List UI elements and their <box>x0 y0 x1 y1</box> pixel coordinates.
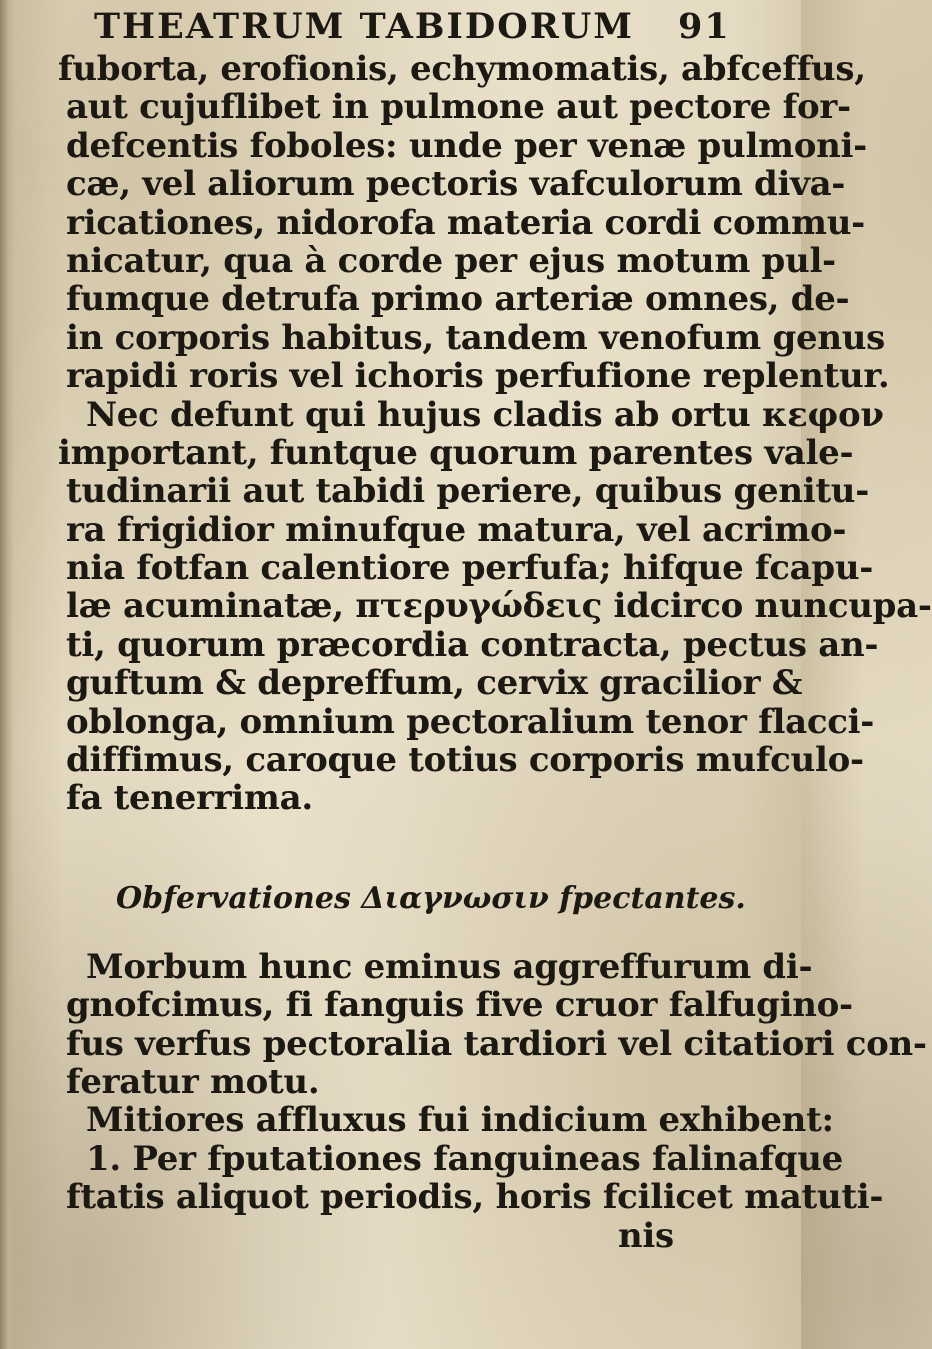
page-number: 91 <box>678 6 731 47</box>
text-line: 1. Per fputationes fanguineas falinafque <box>86 1138 843 1179</box>
section-gap <box>58 818 758 878</box>
text-line: nia fotfan calentiore perfufa; hifque fcapu- <box>66 548 874 589</box>
text-line: Mitiores affluxus fui indicium exhibent: <box>86 1100 834 1141</box>
text-line: in corporis habitus, tandem venofum genus <box>66 317 886 358</box>
text-line: feratur motu. <box>66 1061 320 1102</box>
text-line: Morbum hunc eminus aggreffurum di- <box>86 946 813 987</box>
text-line: fuborta, erofionis, echymomatis, abfceffus, <box>58 49 866 89</box>
text-body <box>58 49 932 1256</box>
text-line: defcentis foboles: unde per venæ pulmoni- <box>66 125 867 166</box>
text-line: Nec defunt qui hujus cladis ab ortu κεφον <box>86 394 884 435</box>
text-line: cæ, vel aliorum pectoris vafculorum diva- <box>66 164 846 205</box>
section-gap <box>58 920 758 948</box>
running-title: THEATRUM TABIDORUM <box>94 6 635 47</box>
text-line: fus verfus pectoralia tardiori vel citatiori con- <box>66 1023 927 1064</box>
text-line: ra frigidior minufque matura, vel acrimo- <box>66 509 847 550</box>
text-line: gnofcimus, fi fanguis five cruor falfugino- <box>66 985 853 1026</box>
text-line: rapidi roris vel ichoris perfufione replentur. <box>66 356 890 397</box>
text-line: aut cujuflibet in pulmone aut pectore for- <box>66 87 851 128</box>
text-line: fumque detrufa primo arteriæ omnes, de- <box>66 279 850 320</box>
text-line: guftum & depreffum, cervix gracilior & <box>66 663 803 704</box>
text-line: læ acuminatæ, πτερυγώδεις idcirco nuncupa- <box>66 586 932 627</box>
text-line: diffimus, caroque totius corporis mufculo- <box>66 740 864 781</box>
text-line: oblonga, omnium pectoralium tenor flacci- <box>66 701 875 742</box>
text-line: tudinarii aut tabidi periere, quibus genitu- <box>66 471 870 512</box>
text-line: nicatur, qua à corde per ejus motum pul- <box>66 240 836 281</box>
text-line: fa tenerrima. <box>66 778 313 819</box>
text-line: ti, quorum præcordia contracta, pectus an- <box>66 624 879 665</box>
section-heading: Obfervationes Διαγνωσιν fpectantes. <box>116 880 746 916</box>
text-line: ricationes, nidorofa materia cordi commu- <box>66 202 865 243</box>
text-line: important, funtque quorum parentes vale- <box>58 432 854 473</box>
catchword: nis <box>618 1215 674 1256</box>
page-gutter-shadow <box>0 0 14 1349</box>
page-header <box>58 6 758 54</box>
text-line: ftatis aliquot periodis, horis fcilicet matuti- <box>66 1177 884 1218</box>
